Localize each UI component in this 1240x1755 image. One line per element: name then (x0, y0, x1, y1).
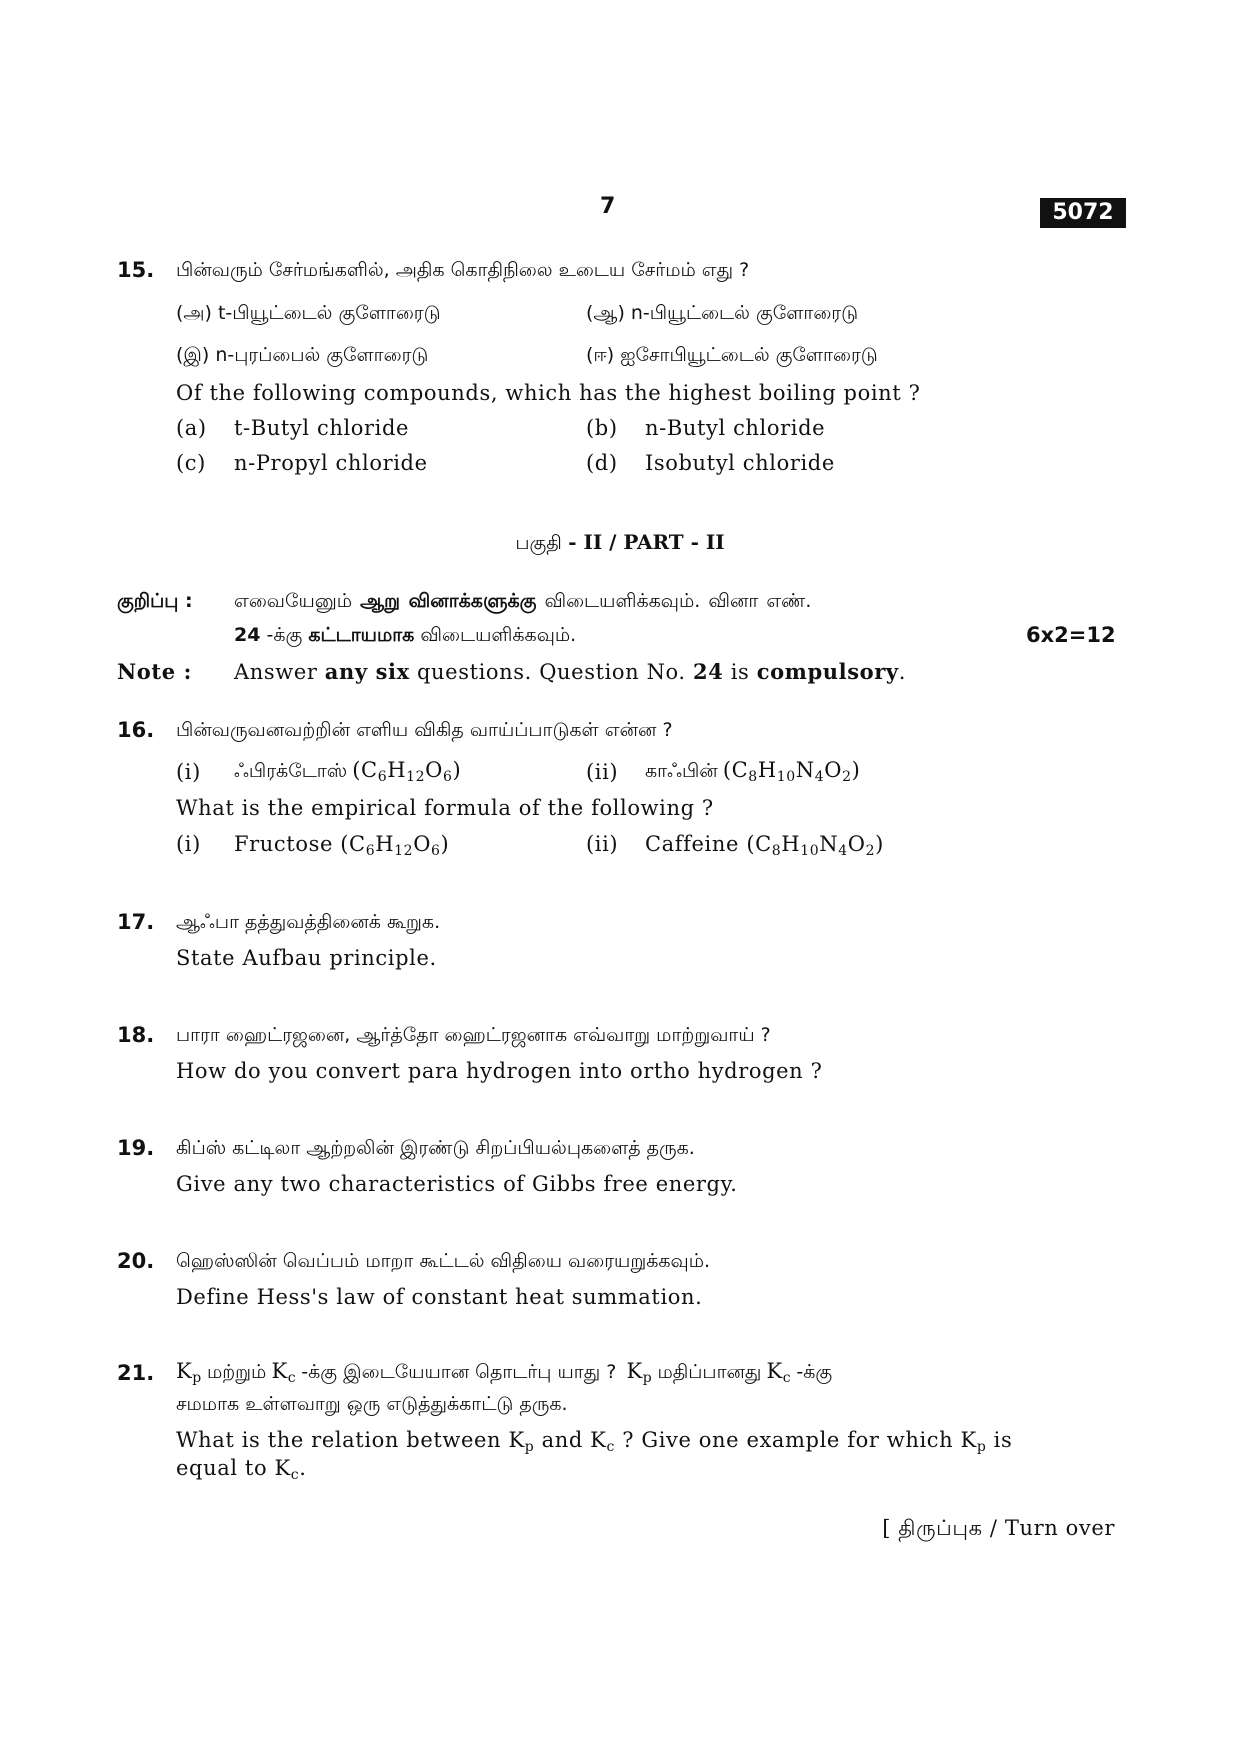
option-text-c: n-Propyl chloride (234, 451, 428, 475)
option-key-a: (a) (176, 416, 207, 440)
paper-code-badge: 5072 (1040, 198, 1126, 228)
option-tamil-b: (ஆ) n-பியூட்டைல் குளோரைடு (586, 302, 859, 324)
formula-caffeine: $(C_8H_{10}N_4O_2)$ (746, 832, 884, 859)
subpart-english-i: Fructose $(C_6H_{12}O_6)$ (234, 832, 450, 859)
marks-allocation: 6x2=12 (1026, 623, 1116, 647)
note-line2-tamil: 24 -க்கு கட்டாயமாக விடையளிக்கவும். (234, 624, 577, 646)
question-text-tamil: ஹெஸ்ஸின் வெப்பம் மாறா கூட்டல் விதியை வரையறுக்கவும். (176, 1250, 711, 1272)
option-text-a: t-Butyl chloride (234, 416, 410, 440)
subpart-key: (ii) (586, 832, 619, 856)
part-heading (0, 530, 1240, 557)
formula-caffeine: $(C_8H_{10}N_4O_2)$ (722, 758, 861, 785)
note-label-english: Note : (117, 659, 192, 684)
part-heading-english: - II / PART - II (568, 530, 725, 554)
question-text-english: Define Hess's law of constant heat summation. (176, 1285, 703, 1309)
question-number: 18. (117, 1023, 155, 1047)
subpart-tamil-ii: காஃபின் $(C_8H_{10}N_4O_2)$ (645, 758, 861, 785)
page-number: 7 (600, 194, 616, 219)
question-text-tamil: கிப்ஸ் கட்டிலா ஆற்றலின் இரண்டு சிறப்பியல்புகளைத் தருக. (176, 1137, 695, 1159)
question-text-tamil-line2: சமமாக உள்ளவாறு ஒரு எடுத்துக்காட்டு தருக. (176, 1393, 568, 1415)
formula-fructose: $(C_6H_{12}O_6)$ (340, 832, 450, 859)
question-text-english-line2: equal to $K_c$. (176, 1456, 307, 1483)
note-text-english: Answer any six questions. Question No. 24 is compulsory. (234, 659, 907, 684)
formula-fructose: $(C_6H_{12}O_6)$ (352, 758, 462, 785)
question-text-english: Give any two characteristics of Gibbs free energy. (176, 1172, 738, 1196)
subpart-key: (ii) (586, 760, 619, 784)
question-text-english: How do you convert para hydrogen into ortho hydrogen ? (176, 1059, 823, 1083)
subpart-tamil-i: ஃபிரக்டோஸ் $(C_6H_{12}O_6)$ (234, 758, 462, 785)
question-text-english: What is the empirical formula of the following ? (176, 796, 714, 820)
question-number: 20. (117, 1249, 155, 1273)
question-text-english-line1: What is the relation between $K_p$ and $K_c$ ? Give one example for which $K_p$ is (176, 1428, 1013, 1455)
note-line1-tamil: எவையேனும் ஆறு வினாக்களுக்கு விடையளிக்கவும். வினா எண். (234, 590, 812, 612)
option-key-b: (b) (586, 416, 618, 440)
question-number: 16. (117, 718, 155, 742)
question-number: 21. (117, 1361, 155, 1385)
question-number: 19. (117, 1136, 155, 1160)
option-tamil-a: (அ) t-பியூட்டைல் குளோரைடு (176, 302, 441, 324)
question-text-tamil: பாரா ஹைட்ரஜனை, ஆர்த்தோ ஹைட்ரஜனாக எவ்வாறு மாற்றுவாய் ? (176, 1024, 771, 1046)
subpart-key: (i) (176, 832, 201, 856)
option-text-d: Isobutyl chloride (645, 451, 835, 475)
subpart-key: (i) (176, 760, 201, 784)
note-label-tamil: குறிப்பு : (117, 590, 193, 612)
option-tamil-d: (ஈ) ஐசோபியூட்டைல் குளோரைடு (586, 344, 878, 366)
question-text-english: State Aufbau principle. (176, 946, 437, 970)
option-key-d: (d) (586, 451, 618, 475)
option-key-c: (c) (176, 451, 206, 475)
subpart-english-ii: Caffeine $(C_8H_{10}N_4O_2)$ (645, 832, 884, 859)
question-text-english: Of the following compounds, which has the highest boiling point ? (176, 381, 921, 405)
turn-over-footer: [ திருப்புக / Turn over (882, 1516, 1115, 1540)
question-text-tamil-line1: $K_p$ மற்றும் $K_c$ -க்கு இடையேயான தொடர்பு யாது ? $K_p$ மதிப்பானது $K_c$ -க்கு (176, 1359, 833, 1386)
question-text-tamil: ஆஃபா தத்துவத்தினைக் கூறுக. (176, 911, 441, 933)
option-tamil-c: (இ) n-புரப்பைல் குளோரைடு (176, 344, 429, 366)
part-heading-tamil: பகுதி (515, 532, 562, 554)
question-number: 17. (117, 910, 155, 934)
question-text-tamil: பின்வருவனவற்றின் எளிய விகித வாய்ப்பாடுகள் என்ன ? (176, 719, 673, 741)
question-number: 15. (117, 258, 155, 282)
option-text-b: n-Butyl chloride (645, 416, 826, 440)
question-text-tamil: பின்வரும் சேர்மங்களில், அதிக கொதிநிலை உடைய சேர்மம் எது ? (176, 259, 750, 281)
